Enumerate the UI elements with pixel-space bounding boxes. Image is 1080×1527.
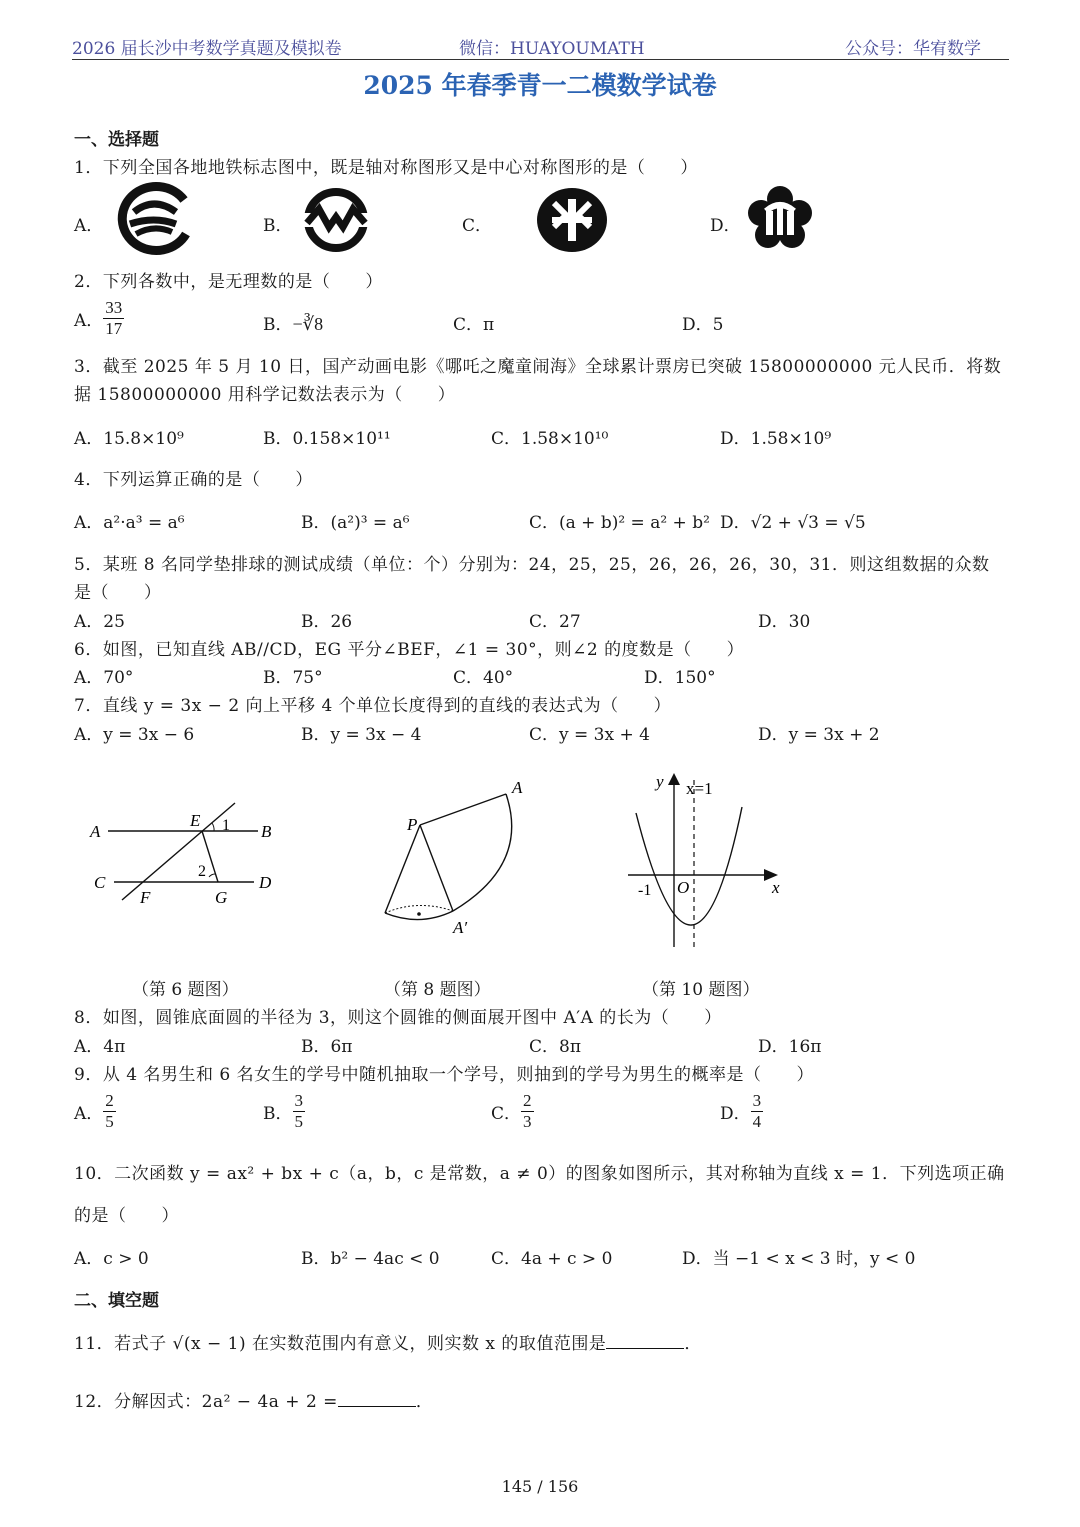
q9-d-denominator: 4 — [752, 1112, 762, 1131]
header-left: 2026 届长沙中考数学真题及模拟卷 — [72, 39, 342, 59]
q1-option-c: C． — [462, 216, 493, 236]
parabola — [636, 807, 742, 925]
q3-line1: 3．截至 2025 年 5 月 10 日，国产动画电影《哪吒之魔童闹海》全球累计票房已突破 15800000000 元人民币．将数 — [74, 357, 1002, 377]
page-title: 2025 年春季青一二模数学试卷 — [363, 71, 717, 100]
q12 — [74, 1387, 433, 1412]
label-neg1: -1 — [638, 882, 652, 899]
y-axis-arrow — [668, 773, 680, 785]
label-a: A — [90, 822, 101, 841]
figure-8 — [380, 775, 540, 945]
figure-6-caption: （第 6 题图） — [132, 980, 239, 1000]
q4-stem: 4．下列运算正确的是（ ） — [74, 470, 313, 490]
q4-option-c: C．(a + b)² = a² + b² — [529, 513, 710, 533]
q3-line2: 据 15800000000 用科学记数法表示为（ ） — [74, 385, 456, 405]
q4-option-b: B．(a²)³ = a⁶ — [301, 513, 410, 533]
q9-c-numerator: 2 — [523, 1091, 532, 1110]
q8-stem: 8．如图，圆锥底面圆的半径为 3，则这个圆锥的侧面展开图中 A′A 的长为（ ） — [74, 1008, 722, 1028]
cone-base-back — [385, 905, 453, 913]
base-center-dot — [417, 912, 421, 916]
label-d: D — [259, 873, 272, 892]
q5-option-b: B．26 — [301, 612, 353, 632]
q5-line1: 5．某班 8 名同学垫排球的测试成绩（单位：个）分别为：24，25，25，26，26，26，30，31．则这组数据的众数 — [74, 555, 990, 575]
label-angle-1: 1 — [222, 817, 230, 834]
line-ef — [122, 803, 235, 900]
header-center: 微信：HUAYOUMATH — [459, 39, 645, 59]
cone-left-edge — [385, 825, 420, 913]
q7-stem: 7．直线 y = 3x − 2 向上平移 4 个单位长度得到的直线的表达式为（ ） — [74, 696, 672, 716]
q9-option-c — [491, 1091, 534, 1132]
q1-option-a: A． — [74, 216, 104, 236]
q11 — [74, 1329, 702, 1354]
q6-option-c: C．40° — [453, 668, 514, 688]
metro-logo-c-icon — [536, 187, 608, 253]
metro-logo-b-icon — [303, 187, 369, 253]
q11-end: ． — [684, 1334, 702, 1354]
q11-text: 11．若式子 √(x − 1) 在实数范围内有意义，则实数 x 的取值范围是 — [74, 1334, 607, 1354]
metro-logo-a-icon — [114, 186, 190, 252]
q7-option-a: A．y = 3x − 6 — [74, 725, 195, 745]
q5-option-a: A．25 — [74, 612, 125, 632]
q2-option-c: C．π — [453, 315, 495, 335]
q8-option-a: A．4π — [74, 1037, 126, 1057]
q9-a-numerator: 2 — [105, 1091, 114, 1110]
section-fill-blank: 二、填空题 — [74, 1291, 159, 1311]
q5-option-c: C．27 — [529, 612, 581, 632]
q2-fraction — [103, 298, 124, 339]
cone-right-edge — [420, 825, 453, 911]
q9-option-c-label: C． — [491, 1104, 522, 1124]
section-choice: 一、选择题 — [74, 130, 159, 150]
q1-option-d: D． — [710, 216, 741, 236]
metro-logo-d-icon — [748, 185, 812, 251]
q5-option-d: D．30 — [758, 612, 811, 632]
q2-option-a — [74, 298, 124, 339]
segment-pa — [420, 794, 506, 825]
q2-option-b-value: −∛8 — [292, 314, 324, 334]
page-number: 145 / 156 — [501, 1477, 579, 1496]
q9-option-d — [720, 1091, 763, 1132]
q3-option-a: A．15.8×10⁹ — [74, 429, 184, 449]
q5-line2: 是（ ） — [74, 583, 162, 603]
q9-d-numerator: 3 — [752, 1091, 762, 1110]
q3-option-b: B．0.158×10¹¹ — [263, 429, 391, 449]
q2-stem: 2．下列各数中，是无理数的是（ ） — [74, 272, 383, 292]
q9-b-denominator: 5 — [294, 1112, 303, 1131]
q12-answer-blank[interactable] — [338, 1392, 416, 1407]
q6-option-a: A．70° — [74, 668, 134, 688]
figure-8-caption: （第 8 题图） — [384, 980, 491, 1000]
q8-option-d: D．16π — [758, 1037, 822, 1057]
q2-option-d: D．5 — [682, 315, 724, 335]
sector-arc — [453, 794, 512, 911]
figure-6 — [80, 790, 290, 920]
q4-option-a: A．a²·a³ = a⁶ — [74, 513, 185, 533]
q7-option-b: B．y = 3x − 4 — [301, 725, 422, 745]
q9-option-a — [74, 1091, 116, 1132]
label-axis-eq: x=1 — [686, 779, 713, 798]
label-x: x — [772, 878, 780, 897]
q6-stem: 6．如图，已知直线 AB//CD，EG 平分∠BEF，∠1 = 30°，则∠2 的度数是（ ） — [74, 640, 745, 660]
q10-line1: 10．二次函数 y = ax² + bx + c（a，b，c 是常数，a ≠ 0）的图象如图所示，其对称轴为直线 x = 1．下列选项正确 — [74, 1164, 1005, 1184]
q9-a-denominator: 5 — [105, 1112, 114, 1131]
q9-option-d-label: D． — [720, 1104, 751, 1124]
q12-text: 12．分解因式：2a² − 4a + 2 = — [74, 1392, 338, 1412]
label-c: C — [94, 873, 106, 892]
q9-option-a-label: A． — [74, 1104, 104, 1124]
q2-option-b-label: B． — [263, 315, 293, 335]
q10-option-d: D．当 −1 < x < 3 时，y < 0 — [682, 1249, 916, 1269]
label-angle-2: 2 — [198, 863, 206, 880]
q9-option-b-label: B． — [263, 1104, 293, 1124]
q12-end: ． — [415, 1392, 434, 1412]
angle-2-arc — [209, 874, 216, 877]
q9-a-fraction — [103, 1091, 116, 1132]
q9-d-fraction — [751, 1091, 764, 1132]
q2-a-numerator: 33 — [105, 298, 123, 317]
q6-option-d: D．150° — [644, 668, 716, 688]
angle-1-arc — [212, 823, 214, 831]
q10-option-b: B．b² − 4ac < 0 — [301, 1249, 440, 1269]
label-f: F — [140, 888, 151, 907]
q9-b-fraction — [293, 1091, 306, 1132]
q3-option-d: D．1.58×10⁹ — [720, 429, 832, 449]
q7-option-d: D．y = 3x + 2 — [758, 725, 880, 745]
label-origin: O — [677, 878, 690, 897]
q9-b-numerator: 3 — [294, 1091, 303, 1110]
q7-option-c: C．y = 3x + 4 — [529, 725, 650, 745]
label-p: P — [407, 815, 418, 834]
label-b: B — [261, 822, 272, 841]
q11-answer-blank[interactable] — [606, 1334, 684, 1349]
q9-stem: 9．从 4 名男生和 6 名女生的学号中随机抽取一个学号，则抽到的学号为男生的概率是（ ） — [74, 1065, 815, 1085]
q1-option-b: B． — [263, 216, 293, 236]
label-y: y — [656, 772, 664, 791]
q9-c-fraction — [521, 1091, 534, 1132]
q10-line2: 的是（ ） — [74, 1206, 179, 1226]
header-right: 公众号：华宥数学 — [845, 39, 981, 59]
q10-option-c: C．4a + c > 0 — [491, 1249, 613, 1269]
q6-option-b: B．75° — [263, 668, 323, 688]
q8-option-c: C．8π — [529, 1037, 581, 1057]
label-e: E — [190, 811, 201, 830]
label-a-prime: A′ — [453, 918, 468, 937]
q1-stem: 1．下列全国各地地铁标志图中，既是轴对称图形又是中心对称图形的是（ ） — [74, 158, 698, 178]
figure-10-caption: （第 10 题图） — [642, 980, 760, 1000]
label-a: A — [512, 778, 523, 797]
q4-option-d: D．√2 + √3 = √5 — [720, 513, 866, 533]
q9-option-b — [263, 1091, 305, 1132]
figure-10 — [620, 765, 800, 955]
label-g: G — [215, 888, 228, 907]
q2-a-denominator: 17 — [105, 319, 123, 338]
header-divider — [72, 59, 1009, 60]
q9-c-denominator: 3 — [523, 1112, 532, 1131]
q3-option-c: C．1.58×10¹⁰ — [491, 429, 609, 449]
q2-option-a-label: A． — [74, 311, 104, 331]
q8-option-b: B．6π — [301, 1037, 353, 1057]
q2-option-b — [263, 310, 323, 335]
q10-option-a: A．c > 0 — [74, 1249, 149, 1269]
